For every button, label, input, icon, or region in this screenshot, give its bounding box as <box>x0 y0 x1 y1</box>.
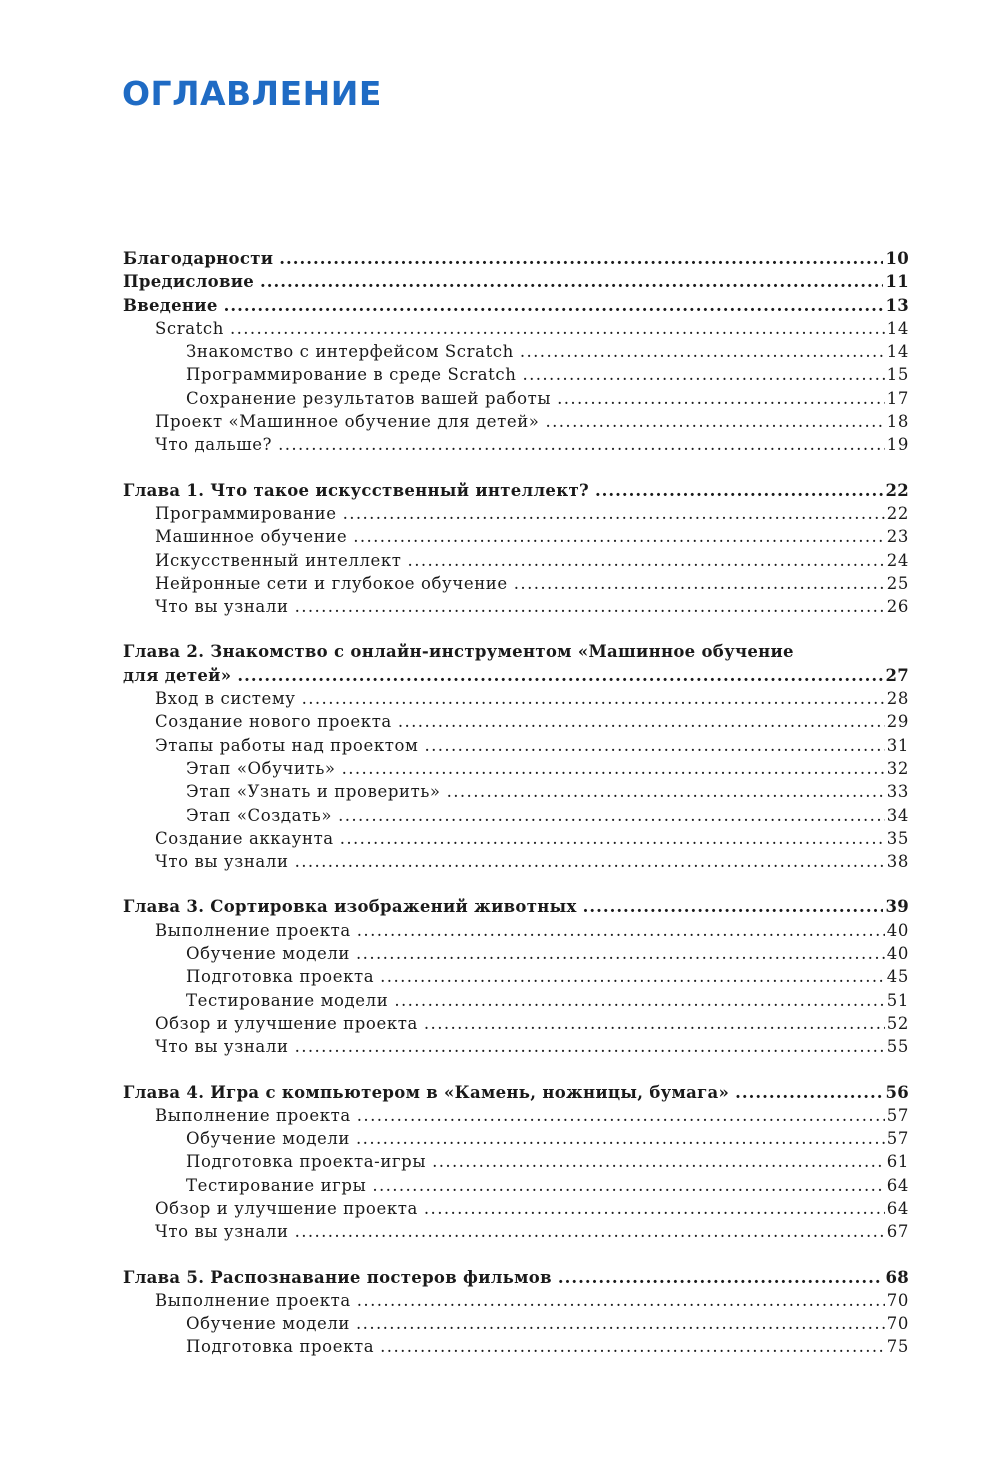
toc-section <box>123 247 909 457</box>
toc-entry-title: Этапы работы над проектом <box>155 735 419 755</box>
toc-subentry[interactable] <box>123 1127 909 1150</box>
toc-section <box>123 1081 909 1244</box>
toc-entry-title: для детей» <box>123 665 232 685</box>
toc-entry-title: Обучение модели <box>186 1314 351 1334</box>
toc-page-number: 25 <box>886 573 909 593</box>
toc-entry-title: Подготовка проекта <box>186 1337 375 1357</box>
dot-leader <box>342 757 885 780</box>
dot-leader <box>230 317 885 340</box>
toc-page-number: 67 <box>886 1222 909 1242</box>
dot-leader <box>424 1012 885 1035</box>
toc-page-number: 40 <box>886 920 909 940</box>
dot-leader <box>394 989 884 1012</box>
dot-leader <box>558 1266 884 1289</box>
dot-leader <box>356 1312 885 1335</box>
toc-page-number: 70 <box>886 1290 909 1310</box>
toc-page-number: 22 <box>885 480 909 500</box>
toc-entry-title: Что вы узнали <box>155 1222 289 1242</box>
toc-subentry[interactable] <box>123 687 909 710</box>
dot-leader <box>735 1081 883 1104</box>
toc-entry-title: Знакомство с интерфейсом Scratch <box>186 342 514 362</box>
dot-leader <box>279 247 883 270</box>
toc-subentry[interactable] <box>123 827 909 850</box>
toc-page-number: 57 <box>886 1105 909 1125</box>
toc-page-number: 64 <box>886 1198 909 1218</box>
toc-subentry[interactable] <box>123 1197 909 1220</box>
toc-entry-title: Что вы узнали <box>155 597 289 617</box>
toc-entry-title: Машинное обучение <box>155 527 348 547</box>
dot-leader <box>557 387 885 410</box>
toc-entry-title: Программирование в среде Scratch <box>186 365 517 385</box>
toc-entry-title: Выполнение проекта <box>155 920 351 940</box>
toc-page-number: 39 <box>885 897 909 917</box>
toc-subentry[interactable] <box>123 317 909 340</box>
toc-subentry[interactable] <box>123 1150 909 1173</box>
dot-leader <box>424 1197 885 1220</box>
toc-subentry[interactable] <box>123 1174 909 1197</box>
toc-page-number: 13 <box>885 295 909 315</box>
toc-chapter-entry[interactable] <box>123 270 909 293</box>
toc-subentry[interactable] <box>123 595 909 618</box>
toc-entry-title: Обучение модели <box>186 1129 351 1149</box>
toc-page-number: 17 <box>886 388 909 408</box>
dot-leader <box>278 433 885 456</box>
toc-page-number: 18 <box>886 412 909 432</box>
toc-entry-title: Scratch <box>155 318 224 338</box>
dot-leader <box>353 525 885 548</box>
dot-leader <box>408 549 885 572</box>
toc-entry-title: Тестирование игры <box>186 1175 367 1195</box>
toc-subentry[interactable] <box>123 1035 909 1058</box>
toc-entry-title: Этап «Создать» <box>186 805 333 825</box>
dot-leader <box>514 572 885 595</box>
dot-leader <box>295 1035 885 1058</box>
toc-entry-title: Сохранение результатов вашей работы <box>186 388 552 408</box>
toc-page-number: 33 <box>886 782 909 802</box>
dot-leader <box>295 850 885 873</box>
toc-section <box>123 895 909 1058</box>
toc-page-number: 70 <box>886 1314 909 1334</box>
toc-entry-title: Выполнение проекта <box>155 1105 351 1125</box>
toc-page-number: 14 <box>886 318 909 338</box>
toc-page-number: 31 <box>886 735 909 755</box>
toc-subentry[interactable] <box>123 965 909 988</box>
toc-chapter-entry[interactable] <box>123 1266 909 1289</box>
toc-page-number: 75 <box>886 1337 909 1357</box>
toc-subentry[interactable] <box>123 340 909 363</box>
toc-page-number: 14 <box>886 342 909 362</box>
toc-entry-title: Проект «Машинное обучение для детей» <box>155 412 540 432</box>
toc-subentry[interactable] <box>123 757 909 780</box>
toc-page-number: 64 <box>886 1175 909 1195</box>
toc-page-number: 26 <box>886 597 909 617</box>
dot-leader <box>260 270 883 293</box>
toc-chapter-entry[interactable] <box>123 247 909 270</box>
toc-subentry[interactable] <box>123 1335 909 1358</box>
toc-subentry[interactable] <box>123 1104 909 1127</box>
toc-entry-title: Этап «Узнать и проверить» <box>186 782 441 802</box>
toc-subentry[interactable] <box>123 850 909 873</box>
toc-subentry[interactable] <box>123 780 909 803</box>
dot-leader <box>356 1127 885 1150</box>
toc-subentry[interactable] <box>123 1312 909 1335</box>
toc-subentry[interactable] <box>123 710 909 733</box>
toc-section <box>123 640 909 873</box>
dot-leader <box>546 410 885 433</box>
toc-entry-title: Глава 5. Распознавание постеров фильмов <box>123 1267 552 1287</box>
toc-page-number: 11 <box>885 272 909 292</box>
toc-subentry[interactable] <box>123 734 909 757</box>
toc-subentry[interactable] <box>123 1289 909 1312</box>
dot-leader <box>357 1104 885 1127</box>
toc-section <box>123 479 909 619</box>
dot-leader <box>583 895 884 918</box>
toc-page-number: 61 <box>886 1152 909 1172</box>
toc-entry-title: Что дальше? <box>155 435 273 455</box>
toc-page-number: 15 <box>886 365 909 385</box>
toc-page-number: 52 <box>886 1013 909 1033</box>
toc-page-number: 10 <box>885 249 909 268</box>
toc-page-number: 32 <box>886 758 909 778</box>
toc-page-number: 22 <box>886 503 909 523</box>
dot-leader <box>295 1220 885 1243</box>
toc-entry-title: Обзор и улучшение проекта <box>155 1198 418 1218</box>
toc-page-number: 38 <box>886 852 909 872</box>
toc-subentry[interactable] <box>123 433 909 456</box>
toc-subentry[interactable] <box>123 387 909 410</box>
toc-page-number: 68 <box>885 1267 909 1287</box>
toc-page-number: 51 <box>886 990 909 1010</box>
toc-page-number: 55 <box>886 1037 909 1057</box>
toc-subentry[interactable] <box>123 919 909 942</box>
toc-page-number: 56 <box>885 1082 909 1102</box>
toc-entry-title: Программирование <box>155 503 337 523</box>
toc-page-number: 40 <box>886 944 909 964</box>
dot-leader <box>343 502 885 525</box>
toc-entry-title: Что вы узнали <box>155 1037 289 1057</box>
dot-leader <box>424 734 884 757</box>
dot-leader <box>432 1150 885 1173</box>
dot-leader <box>340 827 885 850</box>
toc-page-number: 35 <box>886 828 909 848</box>
dot-leader <box>520 340 885 363</box>
dot-leader <box>356 942 885 965</box>
toc-entry-title: Выполнение проекта <box>155 1290 351 1310</box>
toc-chapter-entry[interactable] <box>123 479 909 502</box>
toc-subentry[interactable] <box>123 804 909 827</box>
toc-page-number: 28 <box>886 689 909 709</box>
toc-entry-title: Вход в систему <box>155 689 296 709</box>
dot-leader <box>447 780 885 803</box>
toc-entry-title: Искусственный интеллект <box>155 550 402 570</box>
toc-subentry[interactable] <box>123 1012 909 1035</box>
toc-chapter-entry[interactable] <box>123 1081 909 1104</box>
toc-entry-title: Этап «Обучить» <box>186 758 336 778</box>
toc-page-number: 34 <box>886 805 909 825</box>
dot-leader <box>237 664 883 687</box>
toc-subentry[interactable] <box>123 572 909 595</box>
dot-leader <box>380 1335 885 1358</box>
toc-subentry[interactable] <box>123 942 909 965</box>
toc-subentry[interactable] <box>123 525 909 548</box>
toc-entry-title: Обзор и улучшение проекта <box>155 1013 418 1033</box>
toc-entry-title: Тестирование модели <box>186 990 389 1010</box>
toc-subentry[interactable] <box>123 363 909 386</box>
toc-chapter-entry[interactable] <box>123 294 909 317</box>
toc-entry-title: Обучение модели <box>186 944 351 964</box>
toc-section <box>123 1266 909 1359</box>
dot-leader <box>295 595 885 618</box>
toc-chapter-entry[interactable] <box>123 895 909 918</box>
dot-leader <box>224 294 884 317</box>
toc-page-number: 45 <box>886 967 909 987</box>
toc-entry-title: Подготовка проекта-игры <box>186 1152 427 1172</box>
toc-subentry[interactable] <box>123 410 909 433</box>
toc-entry-title: Глава 1. Что такое искусственный интеллект? <box>123 480 589 500</box>
toc-page-number: 29 <box>886 712 909 732</box>
toc-entry-title: Нейронные сети и глубокое обучение <box>155 573 508 593</box>
table-of-contents <box>123 247 909 1381</box>
dot-leader <box>357 919 885 942</box>
toc-entry-title: Подготовка проекта <box>186 967 375 987</box>
dot-leader <box>398 710 885 733</box>
toc-subentry[interactable] <box>123 989 909 1012</box>
toc-entry-title: Создание нового проекта <box>155 712 392 732</box>
toc-entry-title: Благодарности <box>123 249 274 268</box>
toc-entry-title: Введение <box>123 295 218 315</box>
dot-leader <box>380 965 885 988</box>
toc-entry-title: Что вы узнали <box>155 852 289 872</box>
toc-subentry[interactable] <box>123 502 909 525</box>
dot-leader <box>302 687 885 710</box>
toc-subentry[interactable] <box>123 1220 909 1243</box>
toc-entry-title: Создание аккаунта <box>155 828 334 848</box>
toc-page-number: 27 <box>885 665 909 685</box>
toc-page-number: 23 <box>886 527 909 547</box>
dot-leader <box>357 1289 885 1312</box>
toc-page-number: 24 <box>886 550 909 570</box>
page-title: ОГЛАВЛЕНИЕ <box>122 74 382 113</box>
toc-entry-title-line: Глава 2. Знакомство с онлайн-инструментом «Машинное обучение <box>123 642 794 662</box>
toc-page-number: 57 <box>886 1129 909 1149</box>
toc-chapter-entry[interactable] <box>123 664 909 687</box>
toc-subentry[interactable] <box>123 549 909 572</box>
toc-entry-title: Глава 3. Сортировка изображений животных <box>123 897 577 917</box>
dot-leader <box>338 804 885 827</box>
dot-leader <box>372 1174 884 1197</box>
dot-leader <box>522 363 884 386</box>
toc-entry-title: Предисловие <box>123 272 255 292</box>
toc-entry-title: Глава 4. Игра с компьютером в «Камень, ножницы, бумага» <box>123 1082 730 1102</box>
dot-leader <box>595 479 884 502</box>
toc-page-number: 19 <box>886 435 909 455</box>
